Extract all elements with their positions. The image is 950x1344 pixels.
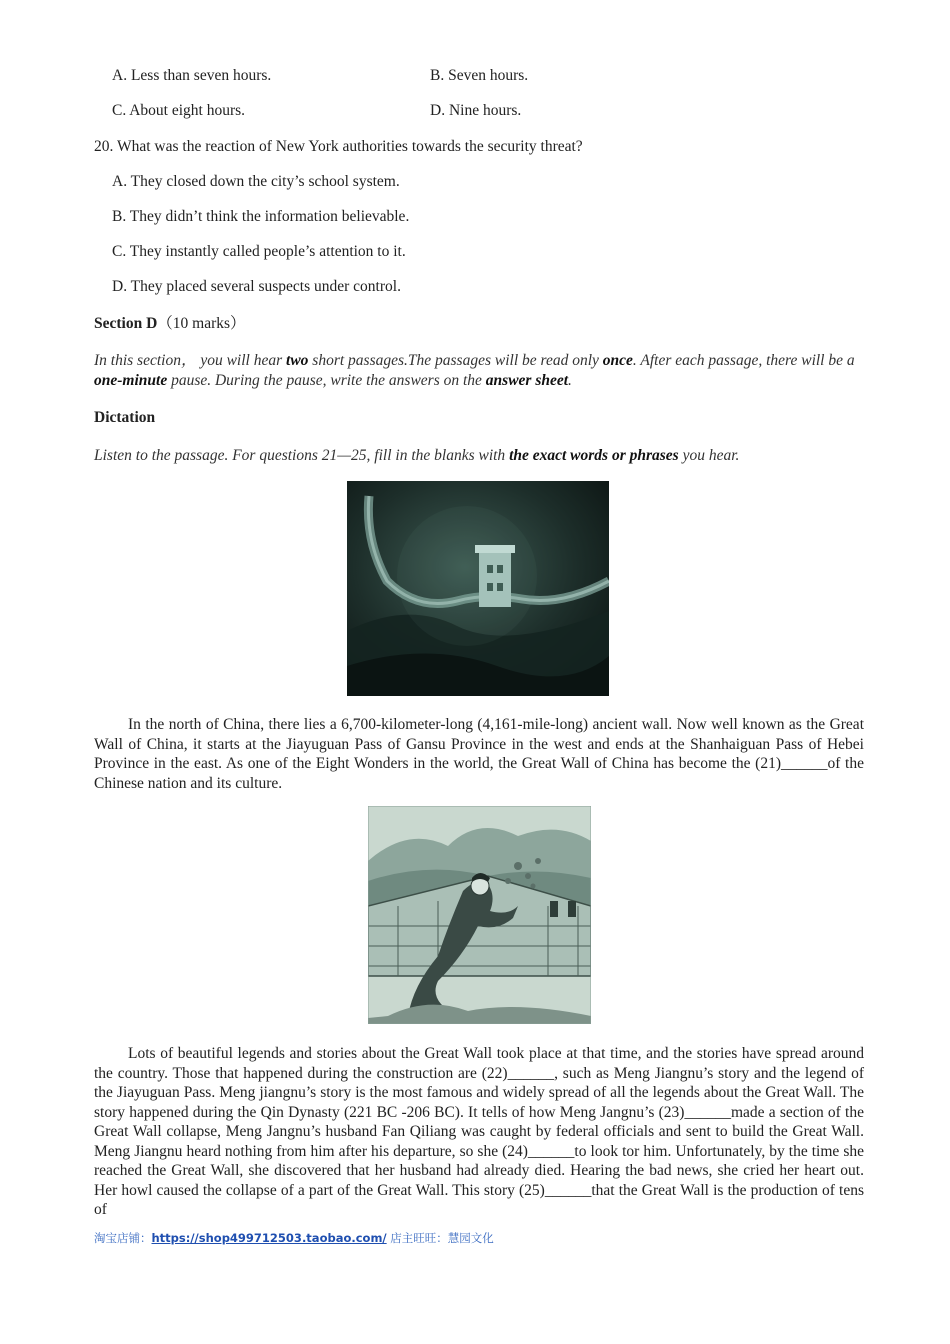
footer-shop-label: 淘宝店铺： [94,1231,152,1245]
great-wall-photo [347,481,609,696]
footer-shop-info [94,1230,494,1246]
instr-text: In this section， you will hear [94,352,287,369]
dictation-instructions [94,446,864,466]
footer-shop-link[interactable]: https://shop499712503.taobao.com/ [151,1231,387,1245]
q20-question: 20. What was the reaction of New York authorities towards the security threat? [94,138,583,155]
q20-option-c: C. They instantly called people’s attention to it. [112,243,406,260]
meng-jiangnu-illustration [368,806,591,1024]
instr-emphasis: the exact words or phrases [509,447,679,464]
instr-emphasis: answer sheet [485,372,569,389]
instr-emphasis: once [602,352,633,369]
q19-option-c: C. About eight hours. [112,102,246,119]
q20-option-d: D. They placed several suspects under control. [112,278,401,295]
instr-text: . After each passage, there will be a [632,352,855,369]
q20-option-a: A. They closed down the city’s school system. [112,173,400,190]
footer-owner-label: 店主旺旺：慧园文化 [386,1231,494,1245]
q19-option-b: B. Seven hours. [430,67,529,84]
passage-paragraph-1: In the north of China, there lies a 6,700-kilometer-long (4,161-mile-long) ancient wall. Now well known as the Great Wall of China, it starts at the Jiayuguan Pass of Gansu Province in the west and ends at the Shanhaiguan Pass of Hebei Province in the east. As one of the Eight Wonders in the world, the Great Wall of China has become the (21)______of the Chinese nation and its culture. [94,716,864,792]
instr-text: short passages.The passages will be read only [308,352,603,369]
q19-option-a: A. Less than seven hours. [112,67,272,84]
instr-text: pause. During the pause, write the answers on the [167,372,486,389]
instr-emphasis: one-minute [94,372,168,389]
section-d-heading [94,314,246,334]
section-d-instructions [94,351,864,391]
section-d-title: Section D [94,315,158,332]
q20-option-b: B. They didn’t think the information believable. [112,208,410,225]
q19-option-d: D. Nine hours. [430,102,522,119]
instr-text: you hear. [678,447,740,464]
instr-emphasis: two [286,352,309,369]
instr-text: Listen to the passage. For questions 21—25, fill in the blanks with [94,447,510,464]
section-d-marks: （10 marks） [157,315,246,332]
dictation-heading: Dictation [94,409,156,426]
passage-paragraph-2: Lots of beautiful legends and stories about the Great Wall took place at that time, and the stories have spread around the country. Those that happened during the construction are (22)______, such as Meng Jiangnu’s story and the legend of the Jiayuguan Pass. Meng jiangnu’s story is the most famous and widely spread of all the legends about the Great Wall. The story happened during the Qin Dynasty (221 BC -206 BC). It tells of how Meng Jangnu’s (23)______made a section of the Great Wall collapse, Meng Jangnu’s husband Fan Qiliang was caught by federal officials and sent to build the Great Wall. Meng Jiangnu heard nothing from him after his departure, so she (24)______to look tor him. Unfortunately, by the time she reached the Great Wall, she discovered that her husband had already died. Hearing the bad news, she cried her heart out. Her howl caused the collapse of a part of the Great Wall. This story (25)______that the Great Wall is the production of tens of [94,1045,864,1218]
instr-text: . [568,372,572,389]
